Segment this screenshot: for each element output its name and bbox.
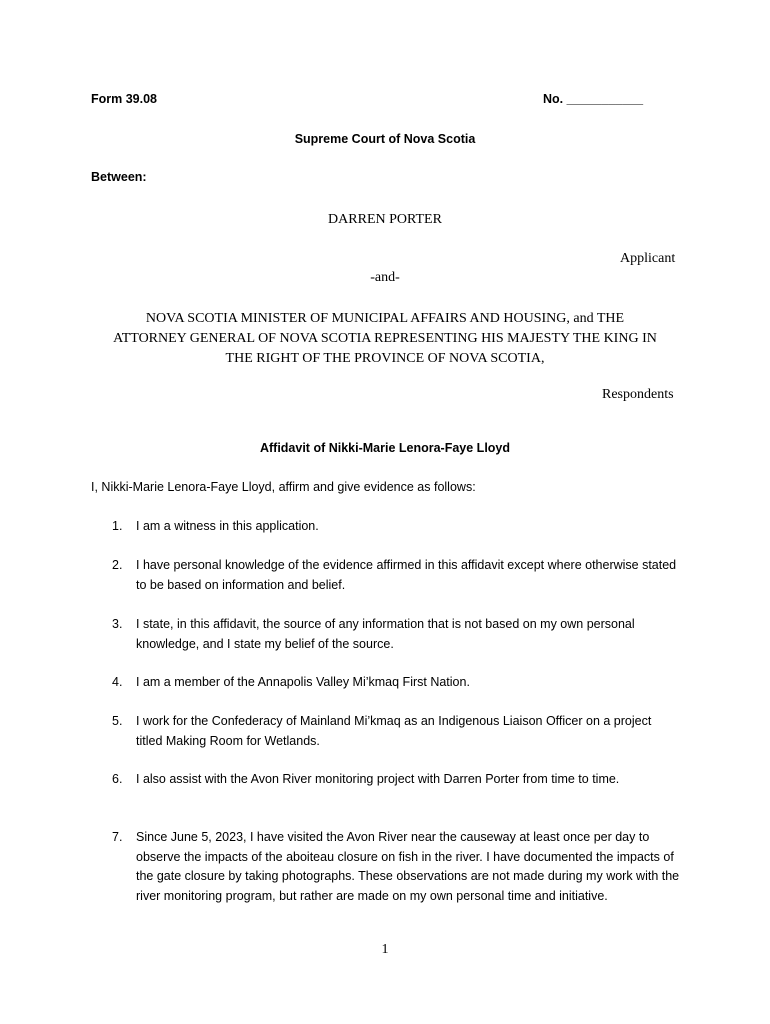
list-item-number: 1.: [112, 519, 123, 533]
list-item-text: I am a witness in this application.: [136, 519, 319, 533]
list-item-number: 7.: [112, 830, 123, 844]
respondents-line-3: THE RIGHT OF THE PROVINCE OF NOVA SCOTIA,: [225, 351, 545, 366]
applicant-role: Applicant: [620, 251, 676, 266]
respondents-line-2: ATTORNEY GENERAL OF NOVA SCOTIA REPRESENTING HIS MAJESTY THE KING IN: [113, 331, 657, 346]
court-name: Supreme Court of Nova Scotia: [294, 132, 476, 146]
list-item-number: 4.: [112, 675, 123, 689]
affidavit-intro: I, Nikki-Marie Lenora-Faye Lloyd, affirm and give evidence as follows:: [91, 480, 476, 494]
between-label: Between:: [91, 170, 147, 184]
page-number: 1: [381, 942, 389, 957]
list-item-number: 5.: [112, 714, 123, 728]
applicant-name: DARREN PORTER: [328, 212, 442, 227]
list-item-text: I work for the Confederacy of Mainland Mi’kmaq as an Indigenous Liaison Officer on a project titled Making Room for Wetlands.: [136, 714, 652, 748]
and-separator: -and-: [370, 270, 400, 285]
list-item-text: I have personal knowledge of the evidence affirmed in this affidavit except where otherwise stated to be based on information and belief.: [136, 558, 677, 592]
list-item-text: I am a member of the Annapolis Valley Mi’kmaq First Nation.: [136, 675, 470, 689]
list-item-number: 2.: [112, 558, 123, 572]
affidavit-title: Affidavit of Nikki-Marie Lenora-Faye Lloyd: [259, 441, 511, 455]
list-item-text: Since June 5, 2023, I have visited the Avon River near the causeway at least once per day to observe the impacts of the aboiteau closure on fish in the river. I have documented the impacts of the gate closure by taking photographs. These observations are not made during my work with the river monitoring program, but rather are made on my own personal time and initiative.: [136, 830, 680, 903]
respondents-line-1: NOVA SCOTIA MINISTER OF MUNICIPAL AFFAIRS AND HOUSING, and THE: [145, 311, 625, 326]
list-item-text: I also assist with the Avon River monitoring project with Darren Porter from time to time.: [136, 772, 620, 786]
list-item-text: I state, in this affidavit, the source of any information that is not based on my own personal knowledge, and I state my belief of the source.: [136, 617, 635, 651]
form-number-label: Form 39.08: [91, 92, 158, 106]
respondents-role: Respondents: [602, 387, 674, 402]
list-item-number: 6.: [112, 772, 123, 786]
court-file-number: No. ___________: [543, 92, 644, 106]
list-item-number: 3.: [112, 617, 123, 631]
